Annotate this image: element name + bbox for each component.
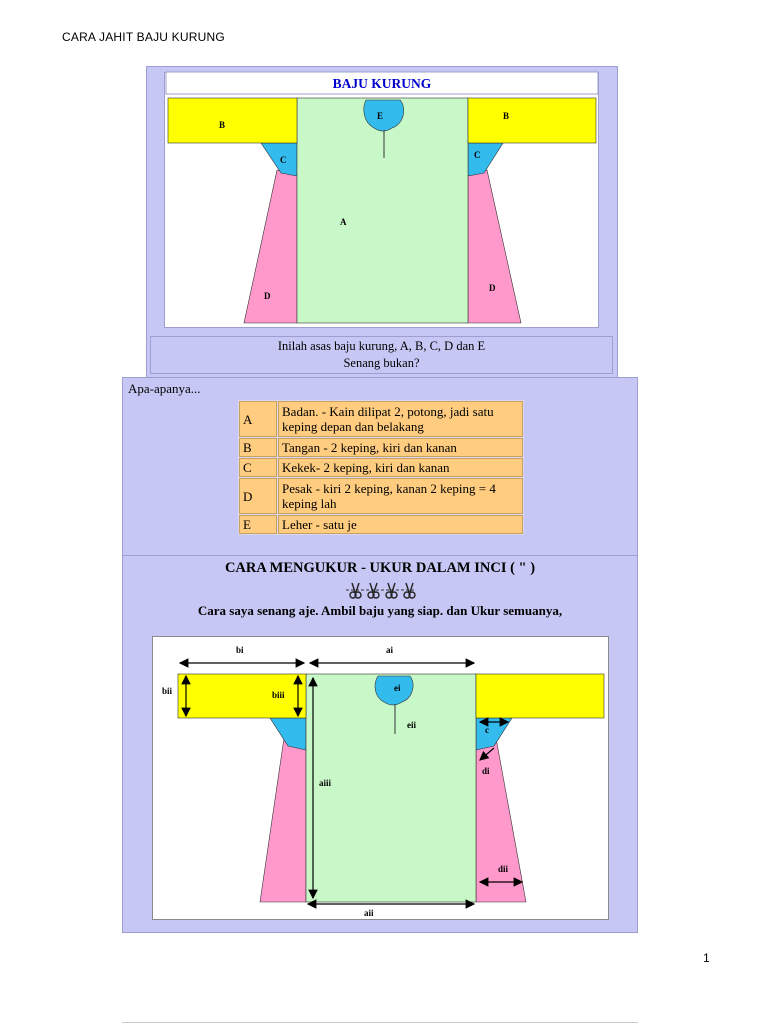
label-aii: aii [364,908,374,918]
label-c-left: C [280,155,287,165]
part-desc: Pesak - kiri 2 keping, kanan 2 keping = 4 keping lah [278,478,523,514]
panel-d-left [260,738,306,902]
measure-title: CARA MENGUKUR - UKUR DALAM INCI ( " ) [224,560,536,576]
part-key: D [239,478,277,514]
part-desc: Tangan - 2 keping, kiri dan kanan [278,438,523,457]
label-bii: bii [162,686,173,696]
gusset-c-right [476,718,512,750]
body-a [306,674,476,902]
label-bi: bi [236,645,244,655]
label-a: A [340,217,347,227]
part-key: C [239,458,277,477]
part-key: B [239,438,277,457]
label-b-left: B [219,120,226,130]
label-c: c [485,725,489,735]
panel-d-right [476,738,526,902]
caption-line-2: Senang bukan? [343,356,420,370]
measure-subtitle: Cara saya senang aje. Ambil baju yang siap. dan Ukur semuanya, [197,603,563,618]
label-aiii: aiii [319,778,332,788]
label-ei: ei [394,683,401,693]
label-ai: ai [386,645,394,655]
diagram-title: BAJU KURUNG [332,76,432,91]
parts-intro: Apa-apanya... [128,381,201,396]
part-key: E [239,515,277,534]
part-desc: Kekek- 2 keping, kiri dan kanan [278,458,523,477]
part-key: A [239,401,277,437]
label-biii: biii [272,690,285,700]
label-dii: dii [498,864,509,874]
sleeve-b-right [476,674,604,718]
label-eii: eii [407,720,416,730]
document-title: CARA JAHIT BAJU KURUNG [62,30,225,44]
gusset-c-left [270,718,306,750]
part-desc: Leher - satu je [278,515,523,534]
label-e: E [377,111,384,121]
sleeve-b-left [178,674,306,718]
label-d-left: D [264,291,271,301]
label-b-right: B [503,111,510,121]
label-di: di [482,766,490,776]
page-number: 1 [703,951,710,965]
label-c-right: C [474,150,481,160]
label-d-right: D [489,283,496,293]
page-divider [122,1022,638,1023]
caption-line-1: Inilah asas baju kurung, A, B, C, D dan E [277,339,486,353]
part-desc: Badan. - Kain dilipat 2, potong, jadi satu keping depan dan belakang [278,401,523,437]
